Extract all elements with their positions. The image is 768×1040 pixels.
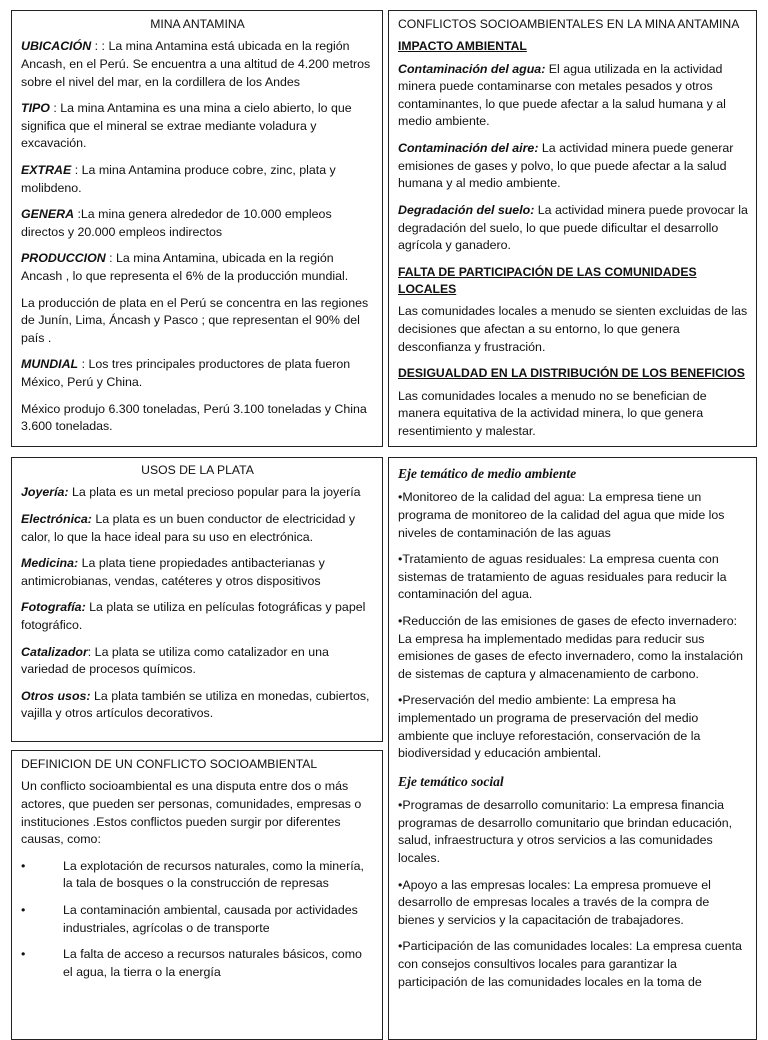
eje-item: •Reducción de las emisiones de gases de efecto invernadero: La empresa ha implementado medidas para reducir sus emisiones de gases de efecto invernadero, como la instalación de sistemas de captura y almacenamiento de carbono.	[398, 613, 744, 681]
mina-item: PRODUCCION : La mina Antamina, ubicada en la región Ancash , lo que representa el 6% de la producción mundial.	[21, 251, 349, 284]
mina-item: México produjo 6.300 toneladas, Perú 3.100 toneladas y China 3.600 toneladas.	[21, 401, 367, 434]
desigualdad-text: Las comunidades locales a menudo no se benefician de manera equitativa de la actividad minera, lo que genera resentimiento y malestar.	[398, 388, 707, 438]
mina-item: EXTRAE : La mina Antamina produce cobre, zinc, plata y molibdeno.	[21, 162, 336, 195]
definicion-box	[11, 750, 383, 1040]
falta-participacion-text: Las comunidades locales a menudo se sienten excluidas de las decisiones que afectan a su entorno, lo que genera desconfianza y frustración.	[398, 304, 748, 354]
mina-title: MINA ANTAMINA	[150, 17, 245, 31]
usos-plata-box	[11, 457, 383, 742]
eje-item: •Preservación del medio ambiente: La empresa ha implementado un programa de preservación del medio ambiente que incluye reforestación, conservación de la biodiversidad y educación ambiental.	[398, 693, 701, 761]
usos-item: Joyería: La plata es un metal precioso popular para la joyería	[21, 485, 361, 500]
impacto-item: Degradación del suelo: La actividad minera puede provocar la degradación del suelo, lo que puede dificultar el desarrollo agrícola y ganadero.	[398, 202, 748, 253]
definicion-bullet: • La falta de acceso a recursos naturales básicos, como el agua, la tierra o la energía	[21, 947, 362, 979]
eje-item: •Monitoreo de la calidad del agua: La empresa tiene un programa de monitoreo de la calidad del agua que mide los niveles de contaminación de las aguas	[398, 490, 725, 540]
eje-medio-ambiente-heading: Eje temático de medio ambiente	[398, 466, 577, 481]
eje-item: •Participación de las comunidades locales: La empresa cuenta con consejos consultivos locales para garantizar la participación de las comunidades locales en la toma de	[398, 939, 742, 989]
mina-item: TIPO : La mina Antamina es una mina a cielo abierto, lo que significa que el mineral se extrae mediante voladura y excavación.	[21, 101, 352, 151]
mina-item: GENERA :La mina genera alrededor de 10.000 empleos directos y 20.000 empleos indirectos	[21, 207, 332, 239]
impacto-item: Contaminación del agua: El agua utilizada en la actividad minera puede contaminarse con metales pesados y otros contaminantes, lo que puede afectar a la salud humana y al medio ambiente.	[398, 61, 726, 129]
usos-item: Catalizador: La plata se utiliza como catalizador en una variedad de procesos químicos.	[21, 644, 329, 677]
definicion-intro: Un conflicto socioambiental es una disputa entre dos o más actores, que pueden ser personas, comunidades, empresas o instituciones .Estos conflictos pueden surgir por diferentes causas, como:	[21, 779, 362, 847]
mina-item: MUNDIAL : Los tres principales productores de plata fueron México, Perú y China.	[21, 357, 351, 390]
definicion-bullet: • La explotación de recursos naturales, como la minería, la tala de bosques o la construcción de represas	[21, 858, 364, 891]
usos-item: Medicina: La plata tiene propiedades antibacterianas y antimicrobianas, vendas, catéteres y otros dispositivos	[21, 556, 325, 588]
definicion-title: DEFINICION DE UN CONFLICTO SOCIOAMBIENTAL	[21, 757, 318, 771]
eje-item: •Apoyo a las empresas locales: La empresa promueve el desarrollo de empresas locales a través de la compra de bienes y servicios y la capacitación de trabajadores.	[398, 877, 711, 927]
eje-item: •Programas de desarrollo comunitario: La empresa financia programas de desarrollo comunitario que brindan educación, salud, infraestructura y otros servicios a las comunidades locales.	[398, 798, 733, 865]
usos-title: USOS DE LA PLATA	[141, 463, 254, 477]
mina-item: La producción de plata en el Perú se concentra en las regiones de Junín, Lima, Áncash y Pasco ; que representan el 90% del país .	[21, 295, 369, 345]
conflictos-box	[388, 10, 757, 447]
usos-item: Electrónica: La plata es un buen conductor de electricidad y calor, lo que la hace ideal para su uso en electrónica.	[21, 511, 356, 544]
usos-item: Otros usos: La plata también se utiliza en monedas, cubiertos, vajilla y otros artículos decorativos.	[21, 688, 370, 721]
eje-item: •Tratamiento de aguas residuales: La empresa cuenta con sistemas de tratamiento de aguas residuales para reducir la contaminación del agua.	[398, 552, 727, 602]
definicion-bullet: • La contaminación ambiental, causada por actividades industriales, agrícolas o de transporte	[21, 902, 358, 935]
mina-item: UBICACIÓN : : La mina Antamina está ubicada en la región Ancash, en el Perú. Se encuentra a una altitud de 4.200 metros sobre el nivel del mar, en la cordillera de los Andes	[21, 39, 371, 89]
eje-social-heading: Eje temático social	[398, 773, 504, 789]
impacto-item: Contaminación del aire: La actividad minera puede generar emisiones de gases y polvo, lo que puede afectar a la salud humana y al medio ambiente.	[398, 141, 734, 191]
conflictos-title: CONFLICTOS SOCIOAMBIENTALES EN LA MINA ANTAMINA	[398, 17, 740, 31]
desigualdad-heading: DESIGUALDAD EN LA DISTRIBUCIÓN DE LOS BENEFICIOS	[398, 366, 745, 381]
mina-antamina-box	[11, 10, 383, 447]
usos-item: Fotografía: La plata se utiliza en películas fotográficas y papel fotográfico.	[21, 600, 366, 632]
falta-participacion-heading: FALTA DE PARTICIPACIÓN DE LAS COMUNIDADES LOCALES	[398, 264, 697, 297]
impacto-ambiental-heading: IMPACTO AMBIENTAL	[398, 39, 527, 54]
ejes-tematicos-box	[388, 457, 757, 1040]
